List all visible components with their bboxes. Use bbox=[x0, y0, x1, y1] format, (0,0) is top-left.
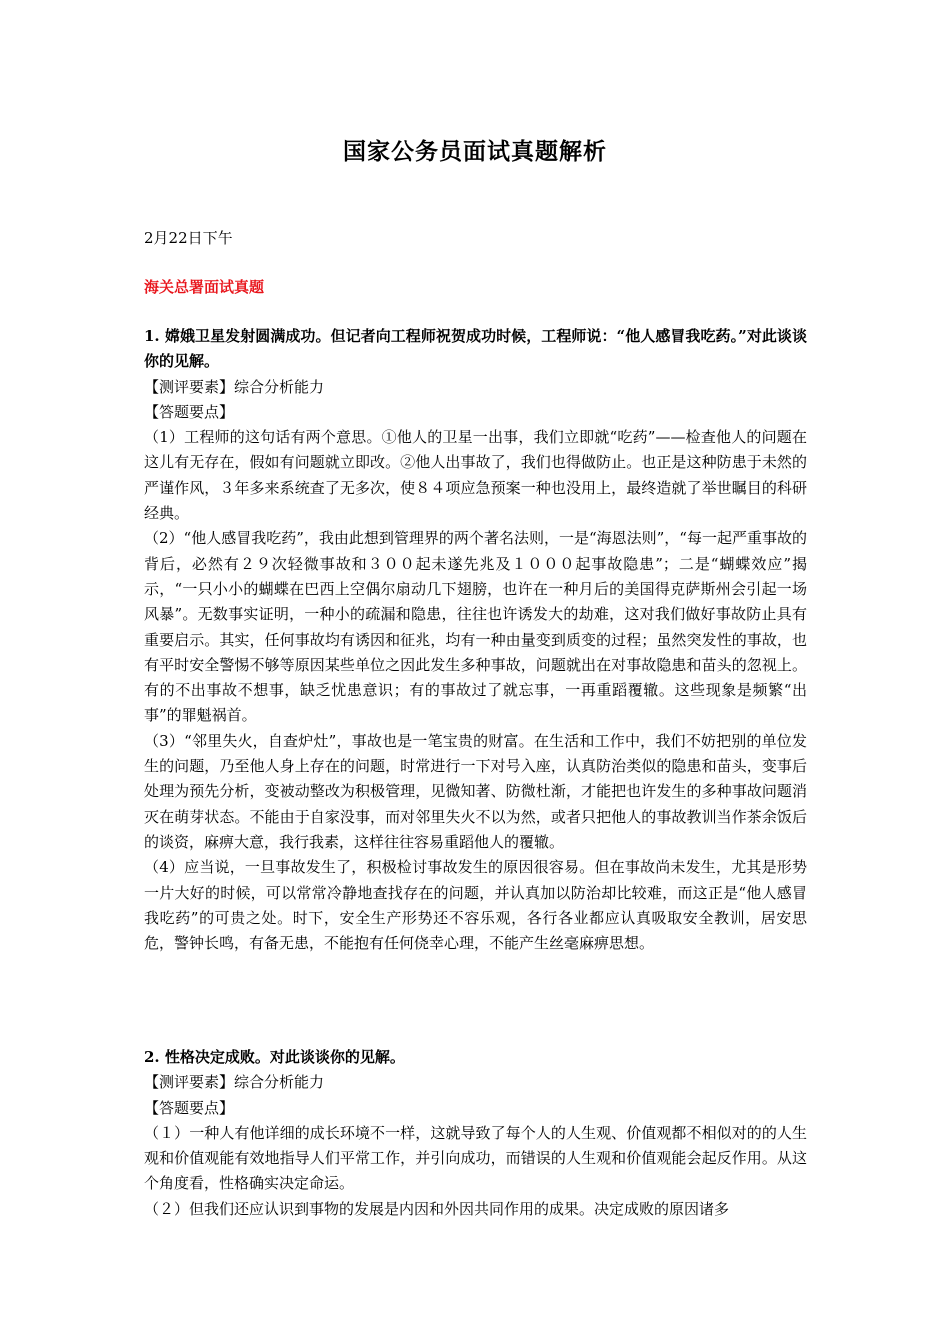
question-text: 性格决定成败。对此谈谈你的见解。 bbox=[164, 1048, 405, 1066]
document-title: 国家公务员面试真题解析 bbox=[343, 138, 607, 165]
question-block-1 bbox=[144, 324, 807, 956]
answer-paragraph: （3）“邻里失火，自查炉灶”，事故也是一笔宝贵的财富。在生活和工作中，我们不妨把别的单位发生的问题，乃至他人身上存在的问题，时常进行一下对号入座，认真防治类似的隐患和苗头，变事后处理为预先分析，变被动整改为积极管理，见微知著、防微杜渐，才能把也许发生的多种事故问题消灭在萌芽状态。不能由于自家没事，而对邻里失火不以为然，或者只把他人的事故教训当作茶余饭后的谈资，麻痹大意，我行我素，这样往往容易重蹈他人的覆辙。 bbox=[144, 731, 807, 851]
answer-paragraph: （1）工程师的这句话有两个意思。①他人的卫星一出事，我们立即就“吃药”——检查他人的问题在这儿有无存在，假如有问题就立即改。②他人出事故了，我们也得做防止。也正是这种防患于未然的严谨作风，３年多来系统查了无多次，使８４项应急预案一种也没用上，最终造就了举世瞩目的科研经典。 bbox=[144, 428, 807, 523]
eval-label: 【测评要素】综合分析能力 bbox=[144, 377, 325, 396]
answer-paragraph: （4）应当说，一旦事故发生了，积极检讨事故发生的原因很容易。但在事故尚未发生，尤其是形势一片大好的时候，可以常常冷静地查找存在的问题，并认真加以防治却比较难，而这正是“他人感冒我吃药”的可贵之处。时下，安全生产形势还不容乐观，各行各业都应认真吸取安全教训，居安思危，警钟长鸣，有备无患，不能抱有任何侥幸心理，不能产生丝毫麻痹思想。 bbox=[144, 858, 807, 953]
question-heading bbox=[144, 1045, 807, 1070]
exam-date: 2月22日下午 bbox=[144, 229, 233, 247]
question-block-2 bbox=[144, 1045, 807, 1222]
section-title: 海关总署面试真题 bbox=[144, 278, 265, 296]
question-text: 嫦娥卫星发射圆满成功。但记者向工程师祝贺成功时候，工程师说：“他人感冒我吃药。”对此谈谈你的见解。 bbox=[144, 327, 807, 371]
answer-paragraph: （１）一种人有他详细的成长环境不一样，这就导致了每个人的人生观、价值观都不相似对的的人生观和价值观能有效地指导人们平常工作，并引向成功，而错误的人生观和价值观能会起反作用。从这个角度看，性格确实决定命运。 bbox=[144, 1123, 807, 1193]
answer-paragraph: （2）“他人感冒我吃药”，我由此想到管理界的两个著名法则，一是“海恩法则”，“每一起严重事故的背后，必然有２９次轻微事故和３００起未遂先兆及１０００起事故隐患”；二是“蝴蝶效应”揭示，“一只小小的蝴蝶在巴西上空偶尔扇动几下翅膀，也许在一种月后的美国得克萨斯州会引起一场风暴”。无数事实证明，一种小的疏漏和隐患，往往也许诱发大的劫难，这对我们做好事故防止具有重要启示。其实，任何事故均有诱因和征兆，均有一种由量变到质变的过程；虽然突发性的事故，也有平时安全警惕不够等原因某些单位之因此发生多种事故，问题就出在对事故隐患和苗头的忽视上。有的不出事故不想事，缺乏忧患意识；有的事故过了就忘事，一再重蹈覆辙。这些现象是频繁“出事”的罪魁祸首。 bbox=[144, 529, 807, 725]
question-number: 2. bbox=[144, 1048, 160, 1066]
question-number: 1. bbox=[144, 327, 160, 345]
eval-label: 【测评要素】综合分析能力 bbox=[144, 1073, 325, 1092]
answer-paragraph: （２）但我们还应认识到事物的发展是内因和外因共同作用的成果。决定成败的原因诸多 bbox=[144, 1199, 730, 1218]
points-label: 【答题要点】 bbox=[144, 402, 235, 421]
points-label: 【答题要点】 bbox=[144, 1098, 235, 1117]
question-heading bbox=[144, 324, 807, 375]
